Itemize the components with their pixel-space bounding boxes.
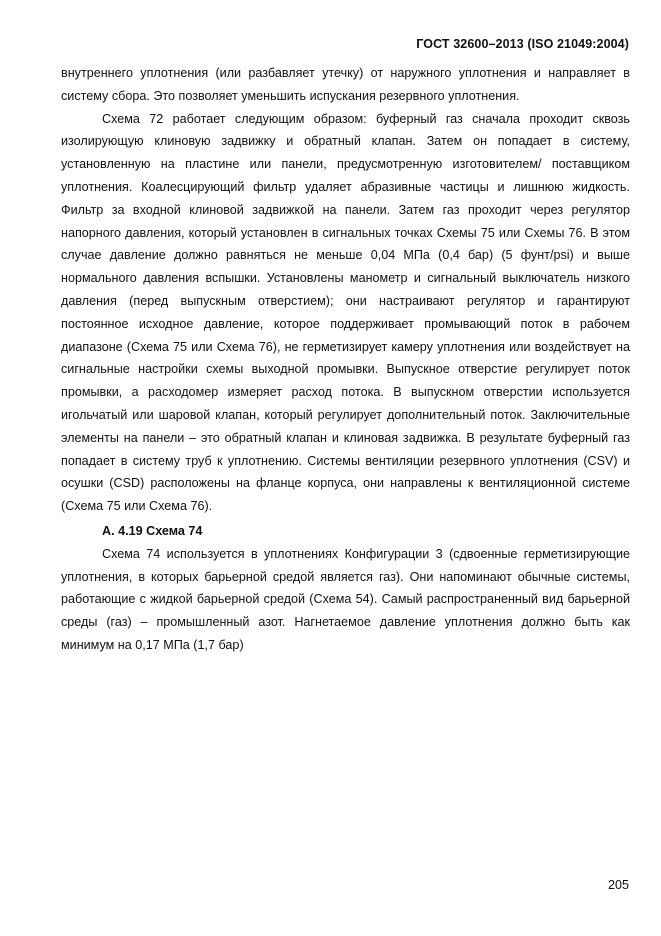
standard-designation: ГОСТ 32600–2013 (ISO 21049:2004) — [416, 37, 629, 51]
paragraph-scheme-72: Схема 72 работает следующим образом: буферный газ сначала проходит сквозь изолирующую клиновую задвижку и обратный клапан. Затем он попадает в систему, установленную на пластине или панели, предусмотренную изготовителем/ поставщиком уплотнения. Коалесцирующий фильтр удаляет абразивные частицы и лишнюю жидкость. Фильтр за входной клиновой задвижкой на панели. Затем газ проходит через регулятор напорного давления, который установлен в сигнальных точках Схемы 75 или Схемы 76. В этом случае давление должно равняться не меньше 0,04 МПа (0,4 бар) (5 фунт/psi) и выше нормального давления вспышки. Установлены манометр и сигнальный выключатель низкого давления (перед выпускным отверстием); они настраивают регулятор и гарантируют постоянное исходное давление, которое поддерживает промывающий поток в рабочем диапазоне (Схема 75 или Схема 76), не герметизирует камеру уплотнения или воздействует на сигнальные настройки схемы выходной промывки. Выпускное отверстие регулирует поток промывки, а расходомер измеряет расход потока. В выпускном отверстии используется игольчатый или шаровой клапан, который регулирует дополнительный поток. Заключительные элементы на панели – это обратный клапан и клиновая задвижка. В результате буферный газ попадает в систему труб к уплотнению. Системы вентиляции резервного уплотнения (CSV) и осушки (CSD) расположены на фланце корпуса, они направлены к вентиляционной системе (Схема 75 или Схема 76). — [61, 111, 630, 514]
section-heading: А. 4.19 Схема 74 — [102, 523, 203, 538]
page-body — [61, 62, 630, 657]
page-number: 205 — [607, 878, 629, 892]
paragraph-scheme-74: Схема 74 используется в уплотнениях Конфигурации 3 (сдвоенные герметизирующие уплотнения, в которых барьерной средой является газ). Они напоминают обычные системы, работающие с жидкой барьерной средой (Схема 54). Самый распространенный вид барьерной среды (газ) – промышленный азот. Нагнетаемое давление уплотнения должно быть как минимум на 0,17 МПа (1,7 бар) — [61, 546, 630, 652]
document-header — [416, 37, 629, 51]
paragraph-continuation: внутреннего уплотнения (или разбавляет утечку) от наружного уплотнения и направляет в систему сбора. Это позволяет уменьшить испускания резервного уплотнения. — [61, 66, 630, 103]
